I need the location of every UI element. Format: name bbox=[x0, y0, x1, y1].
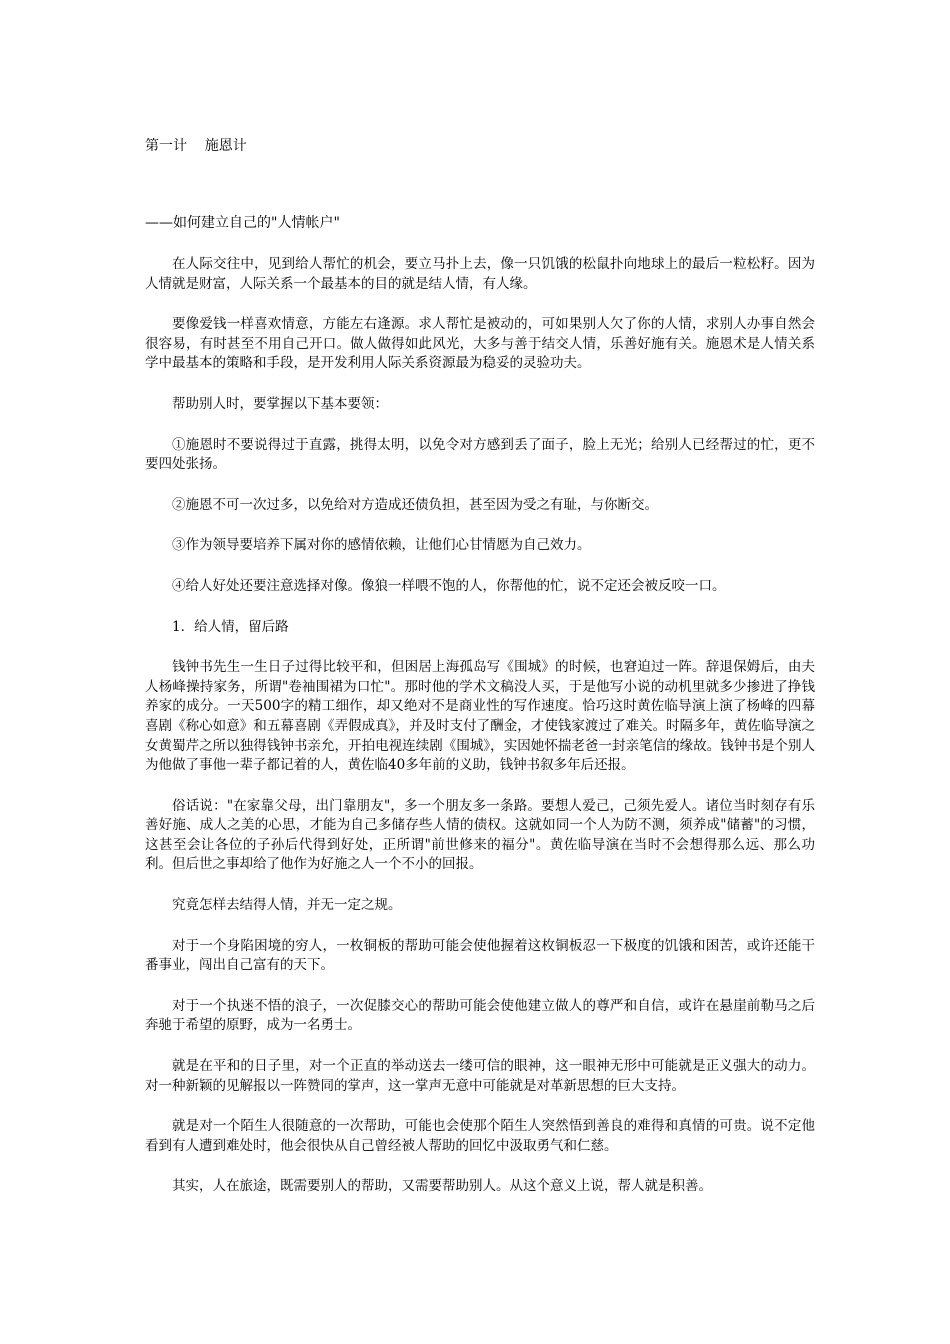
paragraph: 对于一个身陷困境的穷人，一枚铜板的帮助可能会使他握着这枚铜板忍一下极度的饥饿和困苦，或许还能干番事业，闯出自己富有的天下。 bbox=[145, 937, 815, 974]
document-body bbox=[145, 255, 815, 1218]
paragraph: 俗话说："在家靠父母，出门靠朋友"，多一个朋友多一条路。要想人爱己，己须先爱人。诸位当时刻存有乐善好施、成人之美的心思，才能为自己多储存些人情的债权。这就如同一个人为防不测，须养成"储蓄"的习惯，这甚至会让各位的子孙后代得到好处，正所谓"前世修来的福分"。黄佐临导演在当时不会想得那么远、那么功利。但后世之事却给了他作为好施之人一个不小的回报。 bbox=[145, 797, 815, 873]
paragraph: ②施恩不可一次过多，以免给对方造成还债负担，甚至因为受之有耻，与你断交。 bbox=[172, 496, 658, 513]
paragraph: ④给人好处还要注意选择对像。像狼一样喂不饱的人，你帮他的忙，说不定还会被反咬一口。 bbox=[172, 577, 726, 594]
paragraph: 就是对一个陌生人很随意的一次帮助，可能也会使那个陌生人突然悟到善良的难得和真情的可贵。说不定他看到有人遭到难处时，他会很快从自己曾经被人帮助的回忆中汲取勇气和仁慈。 bbox=[145, 1118, 815, 1154]
paragraph: ③作为领导要培养下属对你的感情依赖，让他们心甘情愿为自己效力。 bbox=[172, 537, 591, 554]
section-heading: 1．给人情，留后路 bbox=[172, 618, 289, 635]
chapter-title: 第一计 施恩计 bbox=[145, 138, 247, 154]
subtitle: ——如何建立自己的"人情帐户" bbox=[145, 215, 340, 231]
paragraph: 钱钟书先生一生日子过得比较平和，但困居上海孤岛写《围城》的时候，也窘迫过一阵。辞退保姆后，由夫人杨峰操持家务，所谓"卷袖围裙为口忙"。那时他的学术文稿没人买，于是他写小说的动机里就多少掺进了挣钱养家的成分。一天500字的精工细作，却又绝对不是商业性的写作速度。恰巧这时黄佐临导演上演了杨峰的四幕喜剧《称心如意》和五幕喜剧《弄假成真》，并及时支付了酬金，才使钱家渡过了难关。时隔多年，黄佐临导演之女黄蜀芹之所以独得钱钟书亲允，开拍电视连续剧《围城》，实因她怀揣老爸一封亲笔信的缘故。钱钟书是个别人为他做了事他一辈子都记着的人，黄佐临40多年前的义助，钱钟书叙多年后还报。 bbox=[145, 659, 815, 774]
paragraph: 帮助别人时，要掌握以下基本要领： bbox=[172, 395, 388, 412]
paragraph: ①施恩时不要说得过于直露，挑得太明，以免令对方感到丢了面子，脸上无光；给别人已经帮过的忙，更不要四处张扬。 bbox=[145, 436, 815, 473]
paragraph: 就是在平和的日子里，对一个正直的举动送去一缕可信的眼神，这一眼神无形中可能就是正义强大的动力。对一种新颖的见解报以一阵赞同的掌声，这一掌声无意中可能就是对革新思想的巨大支持。 bbox=[145, 1058, 815, 1094]
paragraph: 要像爱钱一样喜欢情意，方能左右逢源。求人帮忙是被动的，可如果别人欠了你的人情，求别人办事自然会很容易，有时甚至不用自己开口。做人做得如此风光，大多与善于结交人情，乐善好施有关。施恩术是人情关系学中最基本的策略和手段，是开发利用人际关系资源最为稳妥的灵验功夫。 bbox=[145, 316, 815, 372]
paragraph: 其实，人在旅途，既需要别人的帮助，又需要帮助别人。从这个意义上说，帮人就是积善。 bbox=[172, 1178, 712, 1195]
paragraph: 对于一个执迷不悟的浪子，一次促膝交心的帮助可能会使他建立做人的尊严和自信，或许在悬崖前勒马之后奔驰于希望的原野，成为一名勇士。 bbox=[145, 997, 815, 1034]
paragraph: 究竟怎样去结得人情，并无一定之规。 bbox=[172, 897, 402, 914]
paragraph: 在人际交往中，见到给人帮忙的机会，要立马扑上去，像一只饥饿的松鼠扑向地球上的最后一粒松籽。因为人情就是财富，人际关系一个最基本的目的就是结人情，有人缘。 bbox=[145, 256, 815, 292]
